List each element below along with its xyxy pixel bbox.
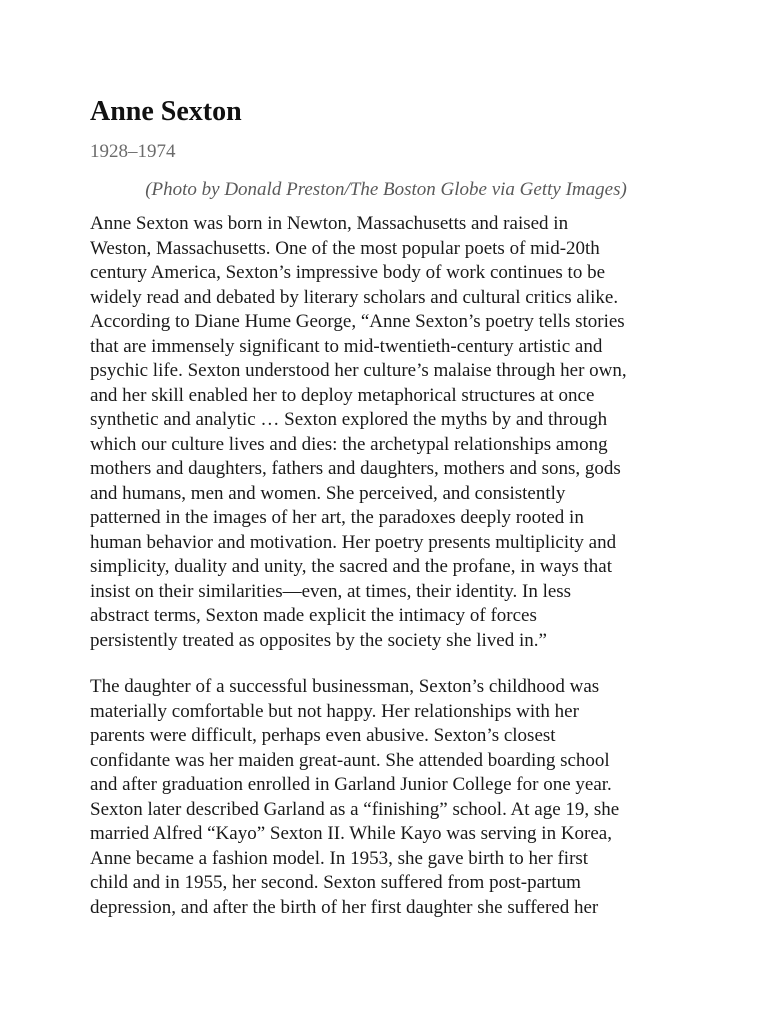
paragraph-line: simplicity, duality and unity, the sacred and the profane, in ways that [90,556,613,577]
paragraph-line: widely read and debated by literary scholars and cultural critics alike. [90,286,619,308]
body-paragraph [90,675,682,920]
paragraph-line: child and in 1955, her second. Sexton suffered from post-partum [90,872,581,893]
article-body [90,212,682,920]
paragraph-line: parents were difficult, perhaps even abusive. Sexton’s closest [90,725,556,746]
paragraph-line: psychic life. Sexton understood her culture’s malaise through her own, [90,360,627,381]
paragraph-line: depression, and after the birth of her first daughter she suffered her [90,896,599,918]
paragraph-line: The daughter of a successful businessman, Sexton’s childhood was [90,676,600,697]
paragraph-line: materially comfortable but not happy. Her relationships with her [90,700,579,722]
paragraph-line: patterned in the images of her art, the paradoxes deeply rooted in [90,507,584,528]
paragraph-line: that are immensely significant to mid-twentieth-century artistic and [90,335,603,357]
paragraph-line: Sexton later described Garland as a “finishing” school. At age 19, she [90,798,620,820]
paragraph-line: century America, Sexton’s impressive body of work continues to be [90,262,606,283]
paragraph-line: Anne became a fashion model. In 1953, she gave birth to her first [90,847,589,869]
paragraph-line: confidante was her maiden great-aunt. She attended boarding school [90,749,610,771]
paragraph-line: married Alfred “Kayo” Sexton II. While Kayo was serving in Korea, [90,823,612,844]
paragraph-line: abstract terms, Sexton made explicit the intimacy of forces [90,605,537,626]
paragraph-line: Weston, Massachusetts. One of the most popular poets of mid-20th [90,237,600,259]
paragraph-line: synthetic and analytic … Sexton explored the myths by and through [90,409,608,430]
body-paragraph [90,212,682,653]
life-dates: 1928–1974 [90,141,176,162]
paragraph-line: insist on their similarities—even, at times, their identity. In less [90,580,572,602]
paragraph-line: Anne Sexton was born in Newton, Massachusetts and raised in [90,213,569,234]
paragraph-line: According to Diane Hume George, “Anne Sexton’s poetry tells stories [90,311,625,332]
article-title: Anne Sexton [90,96,242,127]
photo-caption: (Photo by Donald Preston/The Boston Globe via Getty Images) [145,179,627,200]
paragraph-line: and humans, men and women. She perceived, and consistently [90,482,566,504]
paragraph-line: and her skill enabled her to deploy metaphorical structures at once [90,384,595,406]
paragraph-line: persistently treated as opposites by the society she lived in.” [90,629,547,651]
paragraph-line: which our culture lives and dies: the archetypal relationships among [90,433,608,455]
paragraph-line: human behavior and motivation. Her poetry presents multiplicity and [90,531,617,553]
paragraph-line: mothers and daughters, fathers and daughters, mothers and sons, gods [90,458,621,479]
paragraph-line: and after graduation enrolled in Garland Junior College for one year. [90,774,612,795]
article [90,92,682,920]
